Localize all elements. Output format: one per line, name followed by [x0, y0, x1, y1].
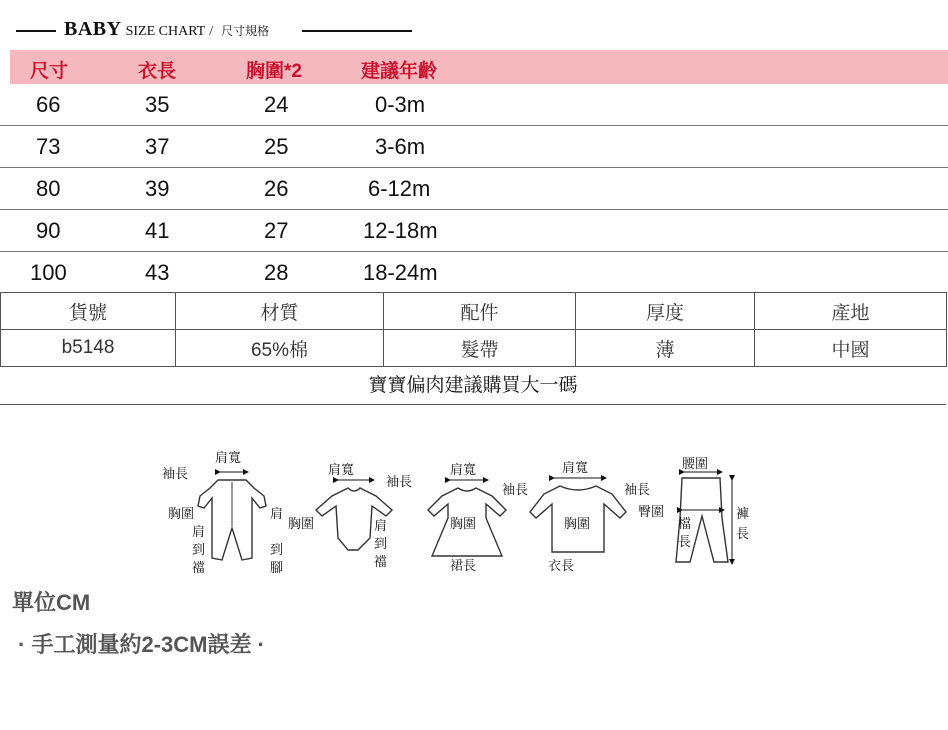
info-header-material: 材質 — [176, 293, 384, 330]
d5-pants-2: 長 — [736, 527, 750, 542]
chart-title — [64, 18, 269, 41]
d1-s2c-3: 襠 — [192, 561, 206, 576]
d1-s2f-3: 腳 — [270, 561, 284, 576]
d1-s2c-1: 肩 — [192, 525, 206, 540]
title-separator: / — [209, 24, 214, 39]
cell-age: 6-12m — [368, 176, 431, 201]
d1-chest-label: 胸圍 — [168, 507, 195, 522]
cell-age: 3-6m — [375, 134, 426, 159]
cell-length: 37 — [145, 134, 170, 159]
cell-length: 39 — [145, 176, 170, 201]
title-chinese: 尺寸規格 — [221, 24, 270, 38]
pants-diagram — [638, 457, 749, 562]
d2-s2c-1: 肩 — [374, 519, 388, 534]
d5-hip-label: 臀圍 — [638, 505, 665, 520]
d3-chest-label: 胸圍 — [450, 517, 477, 532]
size-row — [0, 210, 948, 252]
d4-sleeve-label: 袖長 — [624, 483, 651, 498]
d1-sleeve-label: 袖長 — [162, 467, 189, 482]
info-material: 65%棉 — [176, 330, 384, 367]
cell-length: 41 — [145, 218, 170, 243]
d2-s2c-3: 襠 — [374, 555, 388, 570]
title-size-chart: SIZE CHART — [125, 24, 206, 39]
d5-pants-1: 褲 — [736, 507, 750, 522]
cell-length: 35 — [145, 92, 170, 117]
col-header-age: 建議年齡 — [361, 61, 438, 82]
info-thickness: 薄 — [576, 330, 755, 367]
title-baby: BABY — [64, 18, 122, 40]
info-header-origin: 產地 — [755, 293, 947, 330]
cell-age: 12-18m — [363, 218, 438, 243]
cell-length: 43 — [145, 260, 170, 285]
col-header-chest: 胸圍*2 — [246, 61, 302, 82]
d4-chest-label: 胸圍 — [564, 517, 591, 532]
info-value-row — [1, 330, 947, 367]
info-header-row — [1, 293, 947, 330]
d2-sleeve-label: 袖長 — [386, 475, 413, 490]
info-header-thickness: 厚度 — [576, 293, 755, 330]
d5-crotch-2: 長 — [678, 535, 692, 550]
size-row — [0, 252, 948, 293]
d3-skirt-label: 裙長 — [450, 559, 477, 574]
cell-chest: 27 — [264, 218, 289, 243]
d1-s2c-2: 到 — [192, 543, 206, 558]
cell-chest: 25 — [264, 134, 289, 159]
size-row — [0, 168, 948, 210]
product-info-table — [0, 292, 947, 367]
size-table-header — [10, 50, 948, 84]
cell-chest: 26 — [264, 176, 289, 201]
col-header-length: 衣長 — [138, 61, 177, 82]
info-accessory: 髮帶 — [384, 330, 576, 367]
sizing-note: 寶寶偏肉建議購買大一碼 — [0, 368, 946, 405]
d2-shoulder-label: 肩寬 — [328, 463, 355, 478]
cell-size: 80 — [36, 176, 61, 201]
dress-diagram — [428, 463, 528, 574]
bodysuit-diagram — [288, 463, 412, 570]
measurement-diagrams — [160, 448, 760, 578]
d1-shoulder-label: 肩寬 — [215, 451, 242, 466]
d1-s2f-2: 到 — [270, 543, 284, 558]
d4-length-label: 衣長 — [548, 559, 575, 574]
cell-size: 66 — [36, 92, 61, 117]
size-row — [0, 126, 948, 168]
info-header-accessory: 配件 — [384, 293, 576, 330]
cell-age: 0-3m — [375, 92, 426, 117]
cell-chest: 28 — [264, 260, 289, 285]
chart-header — [0, 14, 948, 48]
header-rule-right — [302, 30, 412, 32]
d2-s2c-2: 到 — [374, 537, 388, 552]
d3-shoulder-label: 肩寬 — [450, 463, 477, 478]
info-item-no: b5148 — [1, 330, 176, 367]
d5-crotch-1: 檔 — [678, 517, 692, 532]
d1-s2f-1: 肩 — [270, 507, 284, 522]
d2-chest-label: 胸圍 — [288, 517, 315, 532]
info-header-item-no: 貨號 — [1, 293, 176, 330]
cell-size: 100 — [30, 260, 67, 285]
info-origin: 中國 — [755, 330, 947, 367]
header-rule-left — [16, 30, 56, 32]
cell-size: 90 — [36, 218, 61, 243]
d4-shoulder-label: 肩寬 — [562, 461, 589, 476]
unit-label: 單位CM — [12, 590, 91, 615]
romper-diagram — [162, 451, 283, 576]
top-diagram — [530, 461, 650, 574]
col-header-size: 尺寸 — [30, 61, 69, 82]
d3-sleeve-label: 袖長 — [502, 483, 529, 498]
size-row — [0, 84, 948, 126]
error-note: · 手工測量約2-3CM誤差 · — [18, 632, 265, 657]
cell-age: 18-24m — [363, 260, 438, 285]
cell-size: 73 — [36, 134, 61, 159]
cell-chest: 24 — [264, 92, 289, 117]
d5-waist-label: 腰圍 — [682, 457, 709, 472]
